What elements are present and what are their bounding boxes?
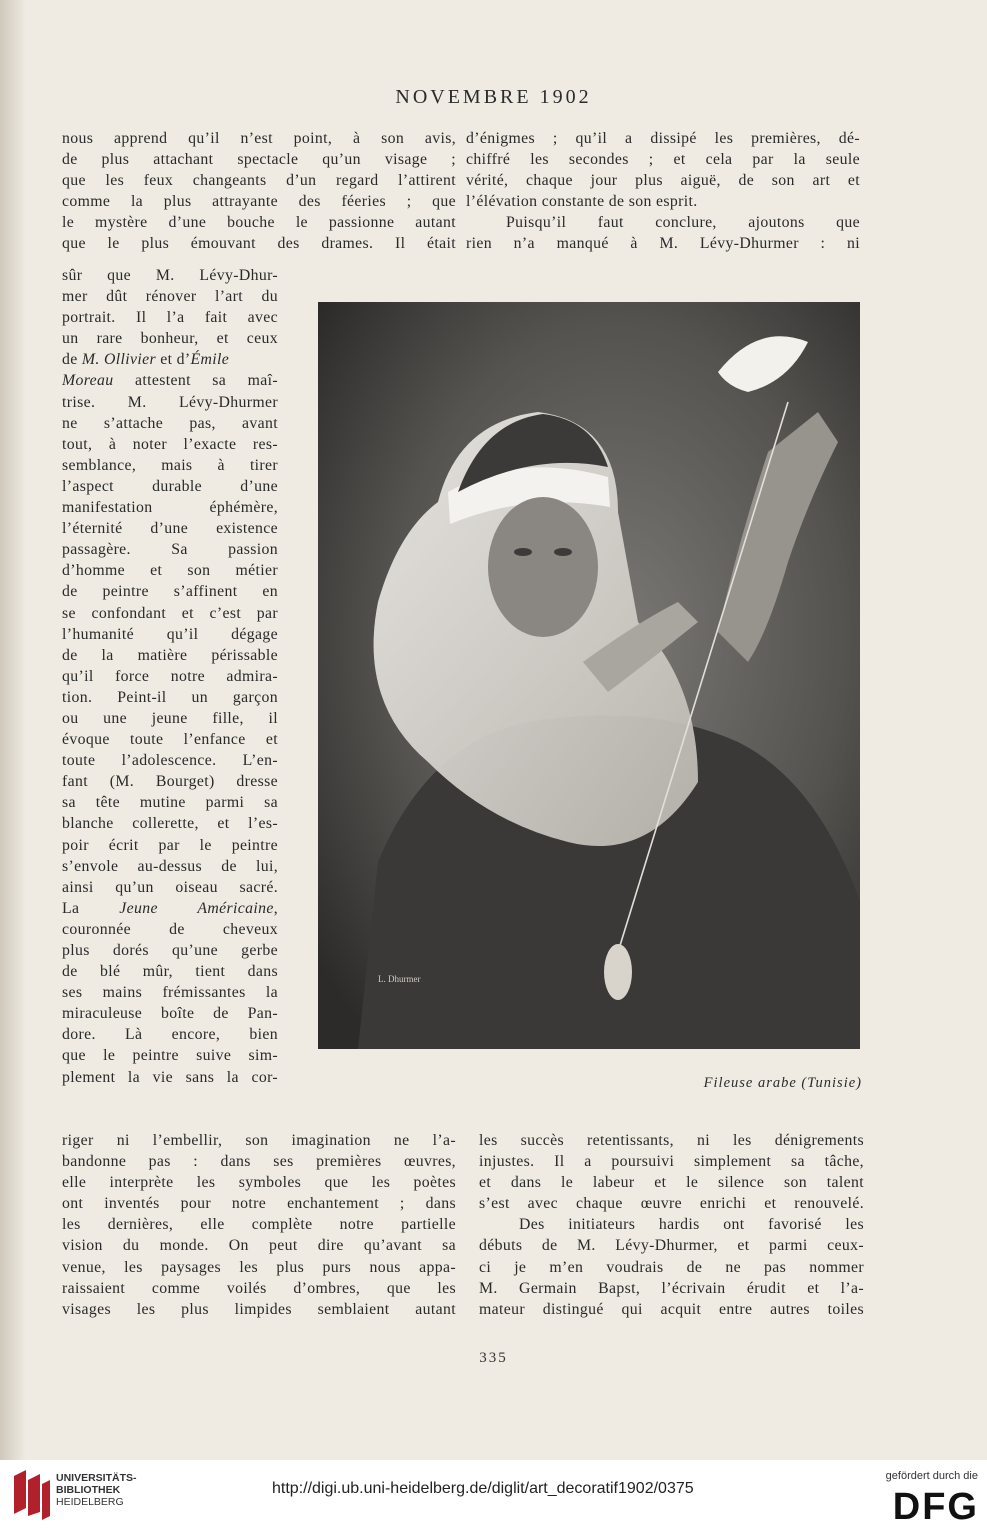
dfg-logo: DFG	[892, 1486, 979, 1528]
text-fragment: ,	[273, 899, 278, 917]
text-line: rien n’a manqué à M. Lévy-Dhurmer : ni	[466, 235, 860, 253]
text-line: s’envole au-dessus de lui,	[62, 857, 278, 875]
italic-name-ollivier: M. Ollivier	[81, 351, 156, 369]
university-library-name	[56, 1472, 137, 1508]
text-line: l’humanité qu’il dégage	[62, 625, 278, 643]
text-line: visages les plus limpides semblaient autant	[62, 1300, 456, 1318]
text-line: poir écrit par le peintre	[62, 836, 278, 854]
text-line: un rare bonheur, et ceux	[62, 330, 278, 348]
text-line: M. Germain Bapst, l’écrivain érudit et l’a-	[479, 1279, 864, 1297]
text-line: sa tête mutine parmi sa	[62, 794, 278, 812]
face	[488, 497, 598, 637]
text-line: plus dorés qu’une gerbe	[62, 942, 278, 959]
italic-title-jeune-americaine: Jeune Américaine	[119, 899, 274, 917]
text-line: plement la vie sans la cor-	[62, 1068, 278, 1086]
text-line: vérité, chaque jour plus aiguë, de son art et	[466, 172, 860, 190]
library-name-line: HEIDELBERG	[56, 1496, 124, 1508]
text-line: riger ni l’embellir, son imagination ne l’a-	[62, 1132, 456, 1149]
text-line: blanche collerette, et l’es-	[62, 815, 278, 833]
left-column-top	[62, 128, 456, 255]
text-line	[62, 349, 278, 370]
text-line: venue, les paysages les plus purs nous appa-	[62, 1258, 456, 1276]
text-line: dore. Là encore, bien	[62, 1026, 278, 1044]
text-line: se confondant et c’est par	[62, 604, 278, 622]
right-column-bottom	[479, 1130, 864, 1320]
text-line: de plus attachant spectacle qu’un visage ;	[62, 151, 456, 169]
text-line: qu’il force notre admira-	[62, 667, 278, 685]
gutter-shadow	[0, 0, 26, 1460]
left-column-bottom	[62, 1130, 456, 1320]
text-line: s’est avec chaque œuvre enrichi et renouvelé.	[479, 1195, 864, 1213]
text-line: Des initiateurs hardis ont favorisé les	[519, 1216, 864, 1234]
page-number: 335	[479, 1350, 508, 1366]
text-fragment: de	[62, 351, 82, 369]
eye-right	[554, 548, 572, 556]
running-head: NOVEMBRE 1902	[395, 86, 592, 108]
text-fragment: et d’	[155, 351, 191, 369]
text-line: mer dût rénover l’art du	[62, 288, 278, 306]
text-line: les succès retentissants, ni les dénigrements	[479, 1132, 864, 1149]
text-line: ci je m’en voudrais de ne pas nommer	[479, 1258, 864, 1276]
text-line: fant (M. Bourget) dresse	[62, 773, 278, 791]
funding-note: gefördert durch die	[885, 1470, 978, 1482]
artist-signature: L. Dhurmer	[378, 974, 421, 984]
text-line	[62, 898, 278, 919]
text-line: semblance, mais à tirer	[62, 456, 278, 474]
text-line: chiffré les secondes ; et cela par la seule	[466, 151, 860, 169]
text-line: sûr que M. Lévy-Dhur-	[62, 267, 278, 284]
permalink-url[interactable]: http://digi.ub.uni-heidelberg.de/diglit/art_decoratif1902/0375	[272, 1480, 694, 1497]
university-library-logo-icon	[10, 1468, 52, 1522]
illustration-plate	[318, 302, 860, 1049]
text-line: mateur distingué qui acquit entre autres toiles	[479, 1300, 864, 1318]
text-line: de la matière périssable	[62, 646, 278, 664]
text-line: ainsi qu’un oiseau sacré.	[62, 878, 278, 896]
text-line: d’énigmes ; qu’il a dissipé les premières, dé-	[466, 130, 860, 147]
figure-caption: Fileuse arabe (Tunisie)	[703, 1075, 862, 1091]
text-line: que les feux changeants d’un regard l’attirent	[62, 172, 456, 190]
text-line: injustes. Il a poursuivi simplement sa tâche,	[479, 1153, 864, 1171]
text-line: et dans le labeur et le silence son talent	[479, 1174, 864, 1192]
narrow-column	[62, 265, 278, 1088]
text-line: toute l’adolescence. L’en-	[62, 752, 278, 770]
text-line: les dernières, elle complète notre partielle	[62, 1216, 456, 1234]
text-line: raissaient comme voilés d’ombres, que les	[62, 1279, 456, 1297]
spindle	[604, 944, 632, 1000]
text-line: miraculeuse boîte de Pan-	[62, 1005, 278, 1023]
text-line: le mystère d’une bouche le passionne autant	[62, 214, 456, 232]
text-line: comme la plus attrayante des féeries ; que	[62, 193, 456, 211]
italic-name-moreau: Moreau	[62, 372, 114, 390]
text-line: l’aspect durable d’une	[62, 477, 278, 495]
text-line: que le plus émouvant des drames. Il était	[62, 235, 456, 253]
text-line: trise. M. Lévy-Dhurmer	[62, 393, 278, 411]
text-line: ont inventés pour notre enchantement ; dans	[62, 1195, 456, 1213]
painting-fileuse-arabe	[318, 302, 860, 1049]
text-line: nous apprend qu’il n’est point, à son avis,	[62, 130, 456, 147]
text-line: elle interprète les symboles que les poètes	[62, 1174, 456, 1192]
text-line: tout, à noter l’exacte res-	[62, 435, 278, 453]
text-line: d’homme et son métier	[62, 562, 278, 580]
library-name-line: BIBLIOTHEK	[56, 1484, 121, 1496]
text-line	[62, 370, 278, 391]
text-line: Puisqu’il faut conclure, ajoutons que	[506, 214, 860, 232]
text-line: que le peintre suive sim-	[62, 1047, 278, 1065]
text-line: de peintre s’affinent en	[62, 583, 278, 601]
eye-left	[514, 548, 532, 556]
text-fragment: La	[62, 899, 120, 917]
text-fragment: attestent sa maî-	[113, 372, 278, 390]
text-line: évoque toute l’enfance et	[62, 731, 278, 749]
text-line: couronnée de cheveux	[62, 920, 278, 938]
italic-name-emile: Émile	[190, 351, 230, 369]
text-line: manifestation éphémère,	[62, 499, 278, 517]
text-line: débuts de M. Lévy-Dhurmer, et parmi ceux-	[479, 1237, 864, 1255]
text-line: ne s’attache pas, avant	[62, 414, 278, 432]
library-name-line: UNIVERSITÄTS-	[56, 1472, 137, 1484]
text-line: vision du monde. On peut dire qu’avant sa	[62, 1237, 456, 1255]
text-line: ses mains frémissantes la	[62, 984, 278, 1002]
text-line: tion. Peint-il un garçon	[62, 688, 278, 706]
text-line: l’éternité d’une existence	[62, 520, 278, 538]
text-line: l’élévation constante de son esprit.	[466, 193, 698, 211]
text-line: passagère. Sa passion	[62, 541, 278, 559]
text-line: portrait. Il l’a fait avec	[62, 309, 278, 327]
text-line: ou une jeune fille, il	[62, 709, 278, 727]
text-line: de blé mûr, tient dans	[62, 963, 278, 981]
text-line: bandonne pas : dans ses premières œuvres,	[62, 1153, 456, 1171]
right-column-top	[466, 128, 860, 255]
